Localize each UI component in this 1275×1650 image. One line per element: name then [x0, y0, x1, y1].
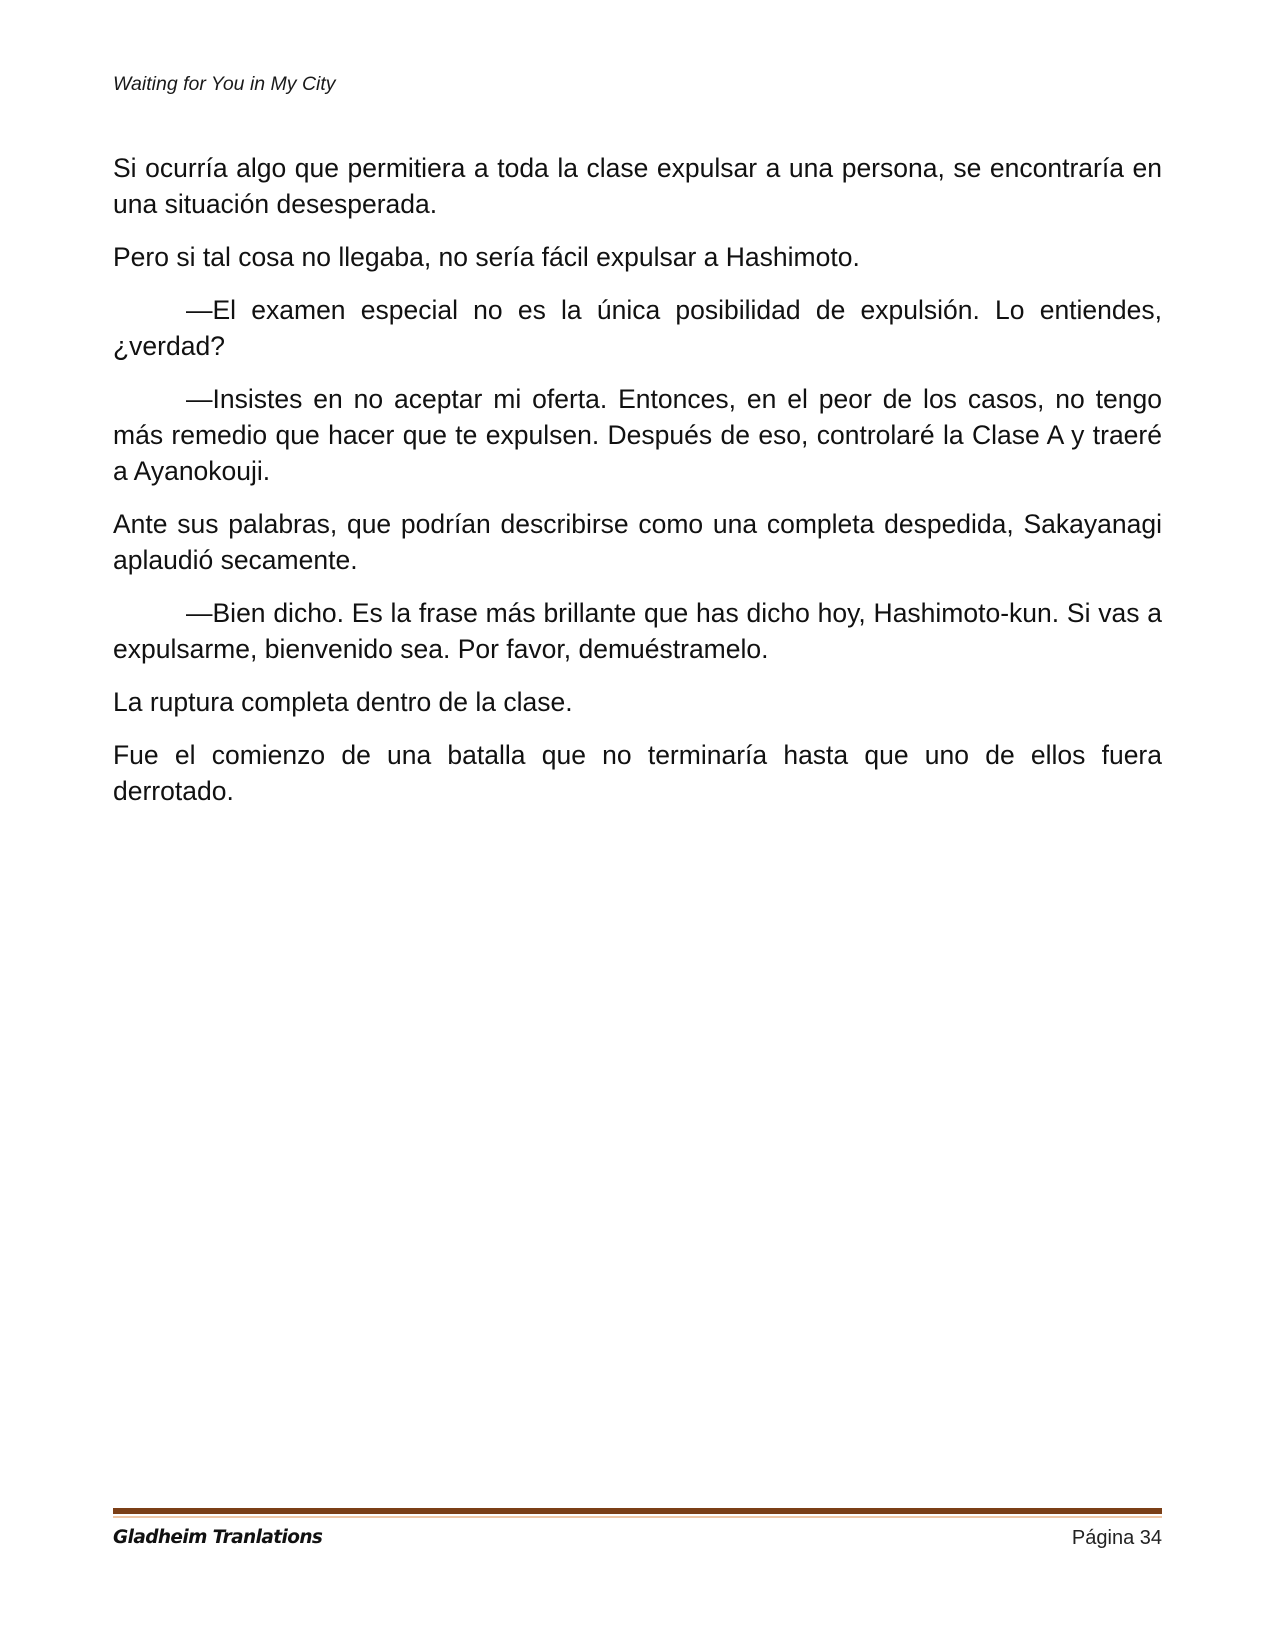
footer-row — [113, 1524, 1162, 1560]
running-header-title: Waiting for You in My City — [113, 73, 336, 95]
dialogue-paragraph: —Bien dicho. Es la frase más brillante que has dicho hoy, Hashimoto-kun. Si vas a expulsarme, bienvenido sea. Por favor, demuéstramelo. — [113, 598, 1162, 664]
body-text — [113, 150, 1162, 826]
paragraph: Si ocurría algo que permitiera a toda la clase expulsar a una persona, se encontraría en una situación desesperada. — [113, 153, 1162, 219]
page-footer — [113, 1508, 1162, 1560]
paragraph: Pero si tal cosa no llegaba, no sería fácil expulsar a Hashimoto. — [113, 242, 860, 272]
dialogue-paragraph: —Insistes en no aceptar mi oferta. Entonces, en el peor de los casos, no tengo más remedio que hacer que te expulsen. Después de eso, controlaré la Clase A y traeré a Ayanokouji. — [113, 384, 1162, 486]
footer-page-number: Página 34 — [1071, 1527, 1162, 1549]
footer-publisher: Gladheim Tranlations — [113, 1527, 323, 1548]
paragraph: La ruptura completa dentro de la clase. — [113, 687, 573, 717]
paragraph: Ante sus palabras, que podrían describirse como una completa despedida, Sakayanagi aplaudió secamente. — [113, 509, 1162, 575]
footer-rule-thin — [113, 1516, 1162, 1518]
dialogue-paragraph: —El examen especial no es la única posibilidad de expulsión. Lo entiendes, ¿verdad? — [113, 295, 1162, 361]
paragraph: Fue el comienzo de una batalla que no terminaría hasta que uno de ellos fuera derrotado. — [113, 740, 1162, 806]
